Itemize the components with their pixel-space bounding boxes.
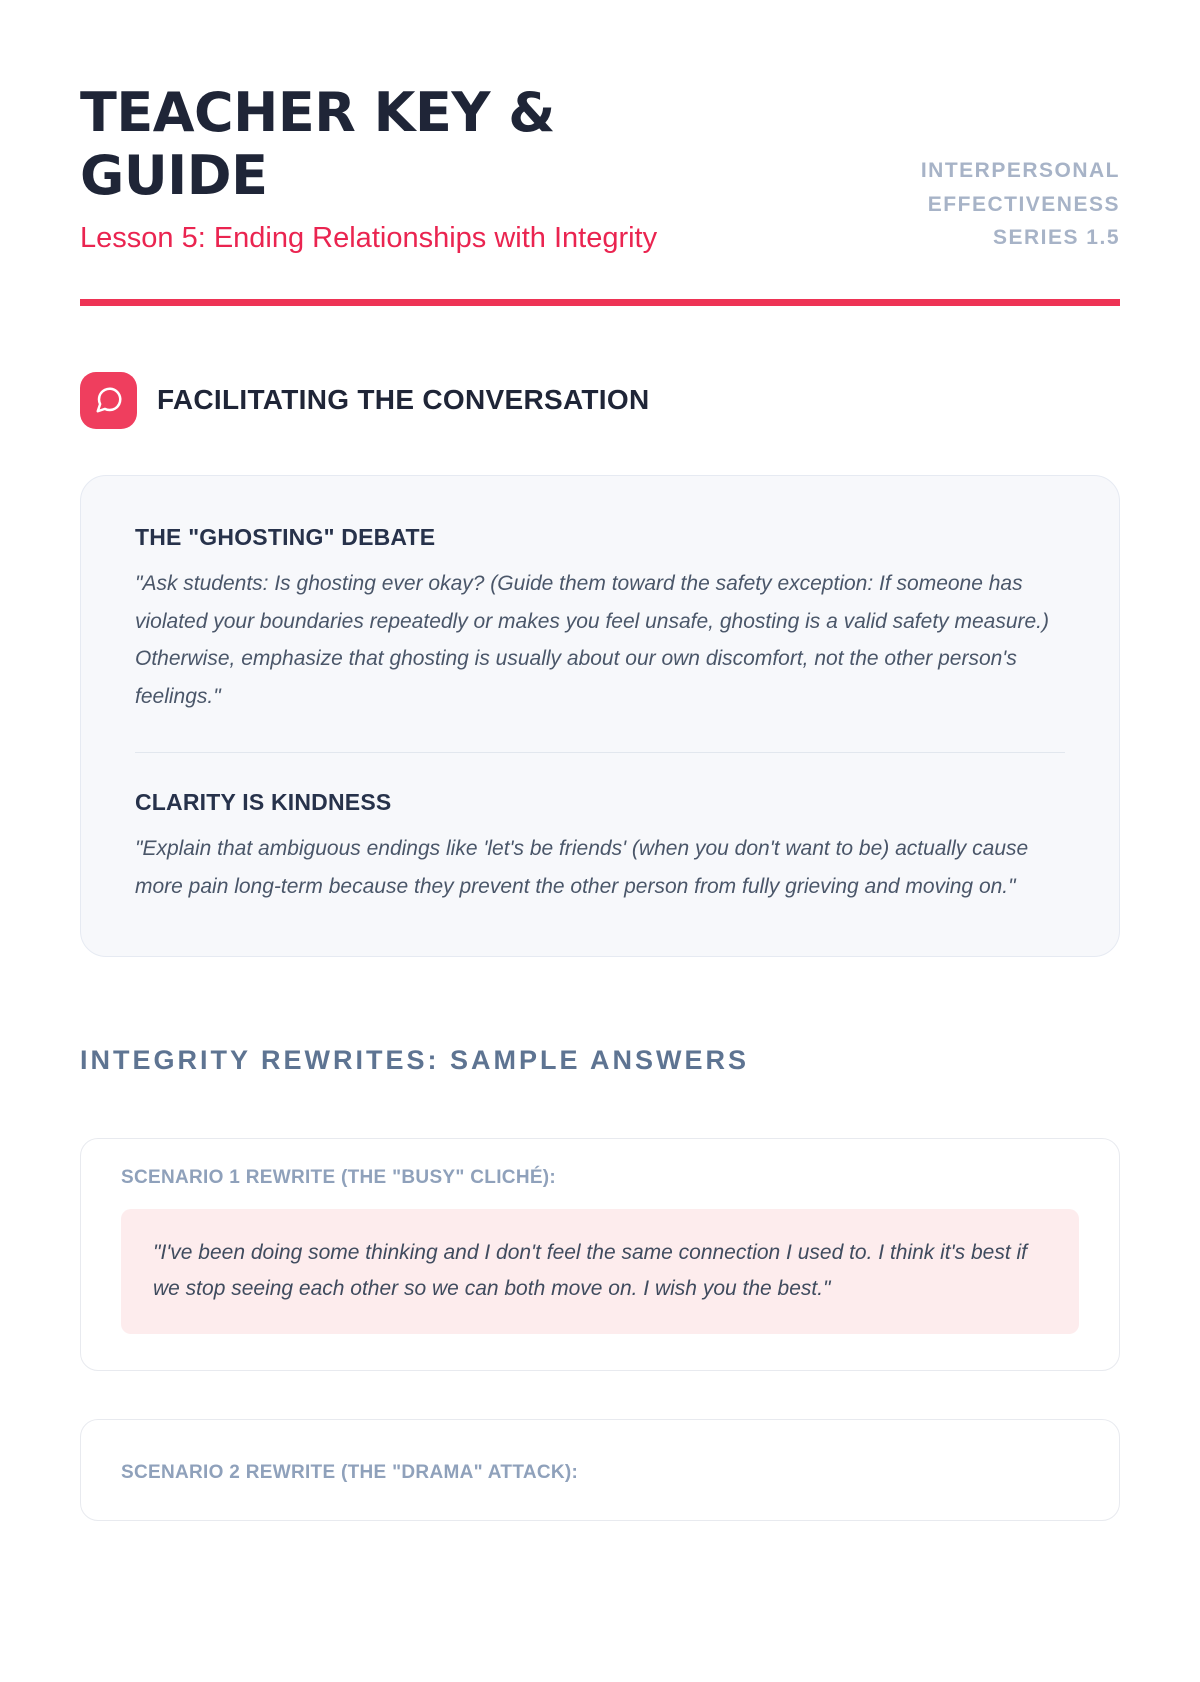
facilitation-card: [80, 475, 1120, 957]
accent-divider: [80, 299, 1120, 306]
quote-text: "I've been doing some thinking and I don't feel the same connection I used to. I think it's best if we stop seeing each other so we can both move on. I wish you the best.": [153, 1240, 1028, 1301]
scenario-2-label: SCENARIO 2 REWRITE (THE "DRAMA" ATTACK):: [121, 1462, 579, 1484]
series-meta: [921, 154, 1120, 255]
guide-item-title: CLARITY IS KINDNESS: [135, 788, 392, 815]
speech-bubble-icon: [80, 372, 137, 429]
guide-item-script: "Explain that ambiguous endings like 'let's be friends' (when you don't want to be) actually cause more pain long-term because they prevent the other person from fully grieving and moving on.": [135, 836, 1029, 898]
rewrites-heading: INTEGRITY REWRITES: SAMPLE ANSWERS: [80, 1044, 750, 1075]
section-rewrites: [80, 1045, 1120, 1522]
section-title: FACILITATING THE CONVERSATION: [157, 384, 650, 416]
series-line-1: INTERPERSONAL: [920, 158, 1120, 182]
page-title: TEACHER KEY & GUIDE: [80, 81, 555, 207]
section-head: [80, 372, 1120, 429]
series-line-2: EFFECTIVENESS: [927, 192, 1120, 216]
scenario-card-2: [80, 1419, 1120, 1521]
document-page: [0, 82, 1200, 1521]
series-line-3: SERIES 1.5: [992, 226, 1120, 250]
section-facilitating: [80, 372, 1120, 957]
guide-item-title: THE "GHOSTING" DEBATE: [135, 523, 436, 550]
guide-item-ghosting-debate: [135, 524, 1065, 716]
doc-header: [80, 82, 1120, 261]
guide-item-clarity-kindness: [135, 789, 1065, 906]
lesson-subtitle: Lesson 5: Ending Relationships with Integrity: [80, 222, 658, 255]
card-divider: [135, 752, 1065, 753]
scenario-card-1: [80, 1138, 1120, 1372]
guide-item-script: "Ask students: Is ghosting ever okay? (Guide them toward the safety exception: If someone has violated your boundaries repeatedly or makes you feel unsafe, ghosting is a valid safety measure.) Otherwise, emphasize that ghosting is usually about our own discomfort, not the other person's feelings.": [135, 571, 1050, 709]
sample-answer-quote-1: [121, 1209, 1079, 1335]
scenario-1-label: SCENARIO 1 REWRITE (THE "BUSY" CLICHÉ):: [121, 1166, 557, 1188]
